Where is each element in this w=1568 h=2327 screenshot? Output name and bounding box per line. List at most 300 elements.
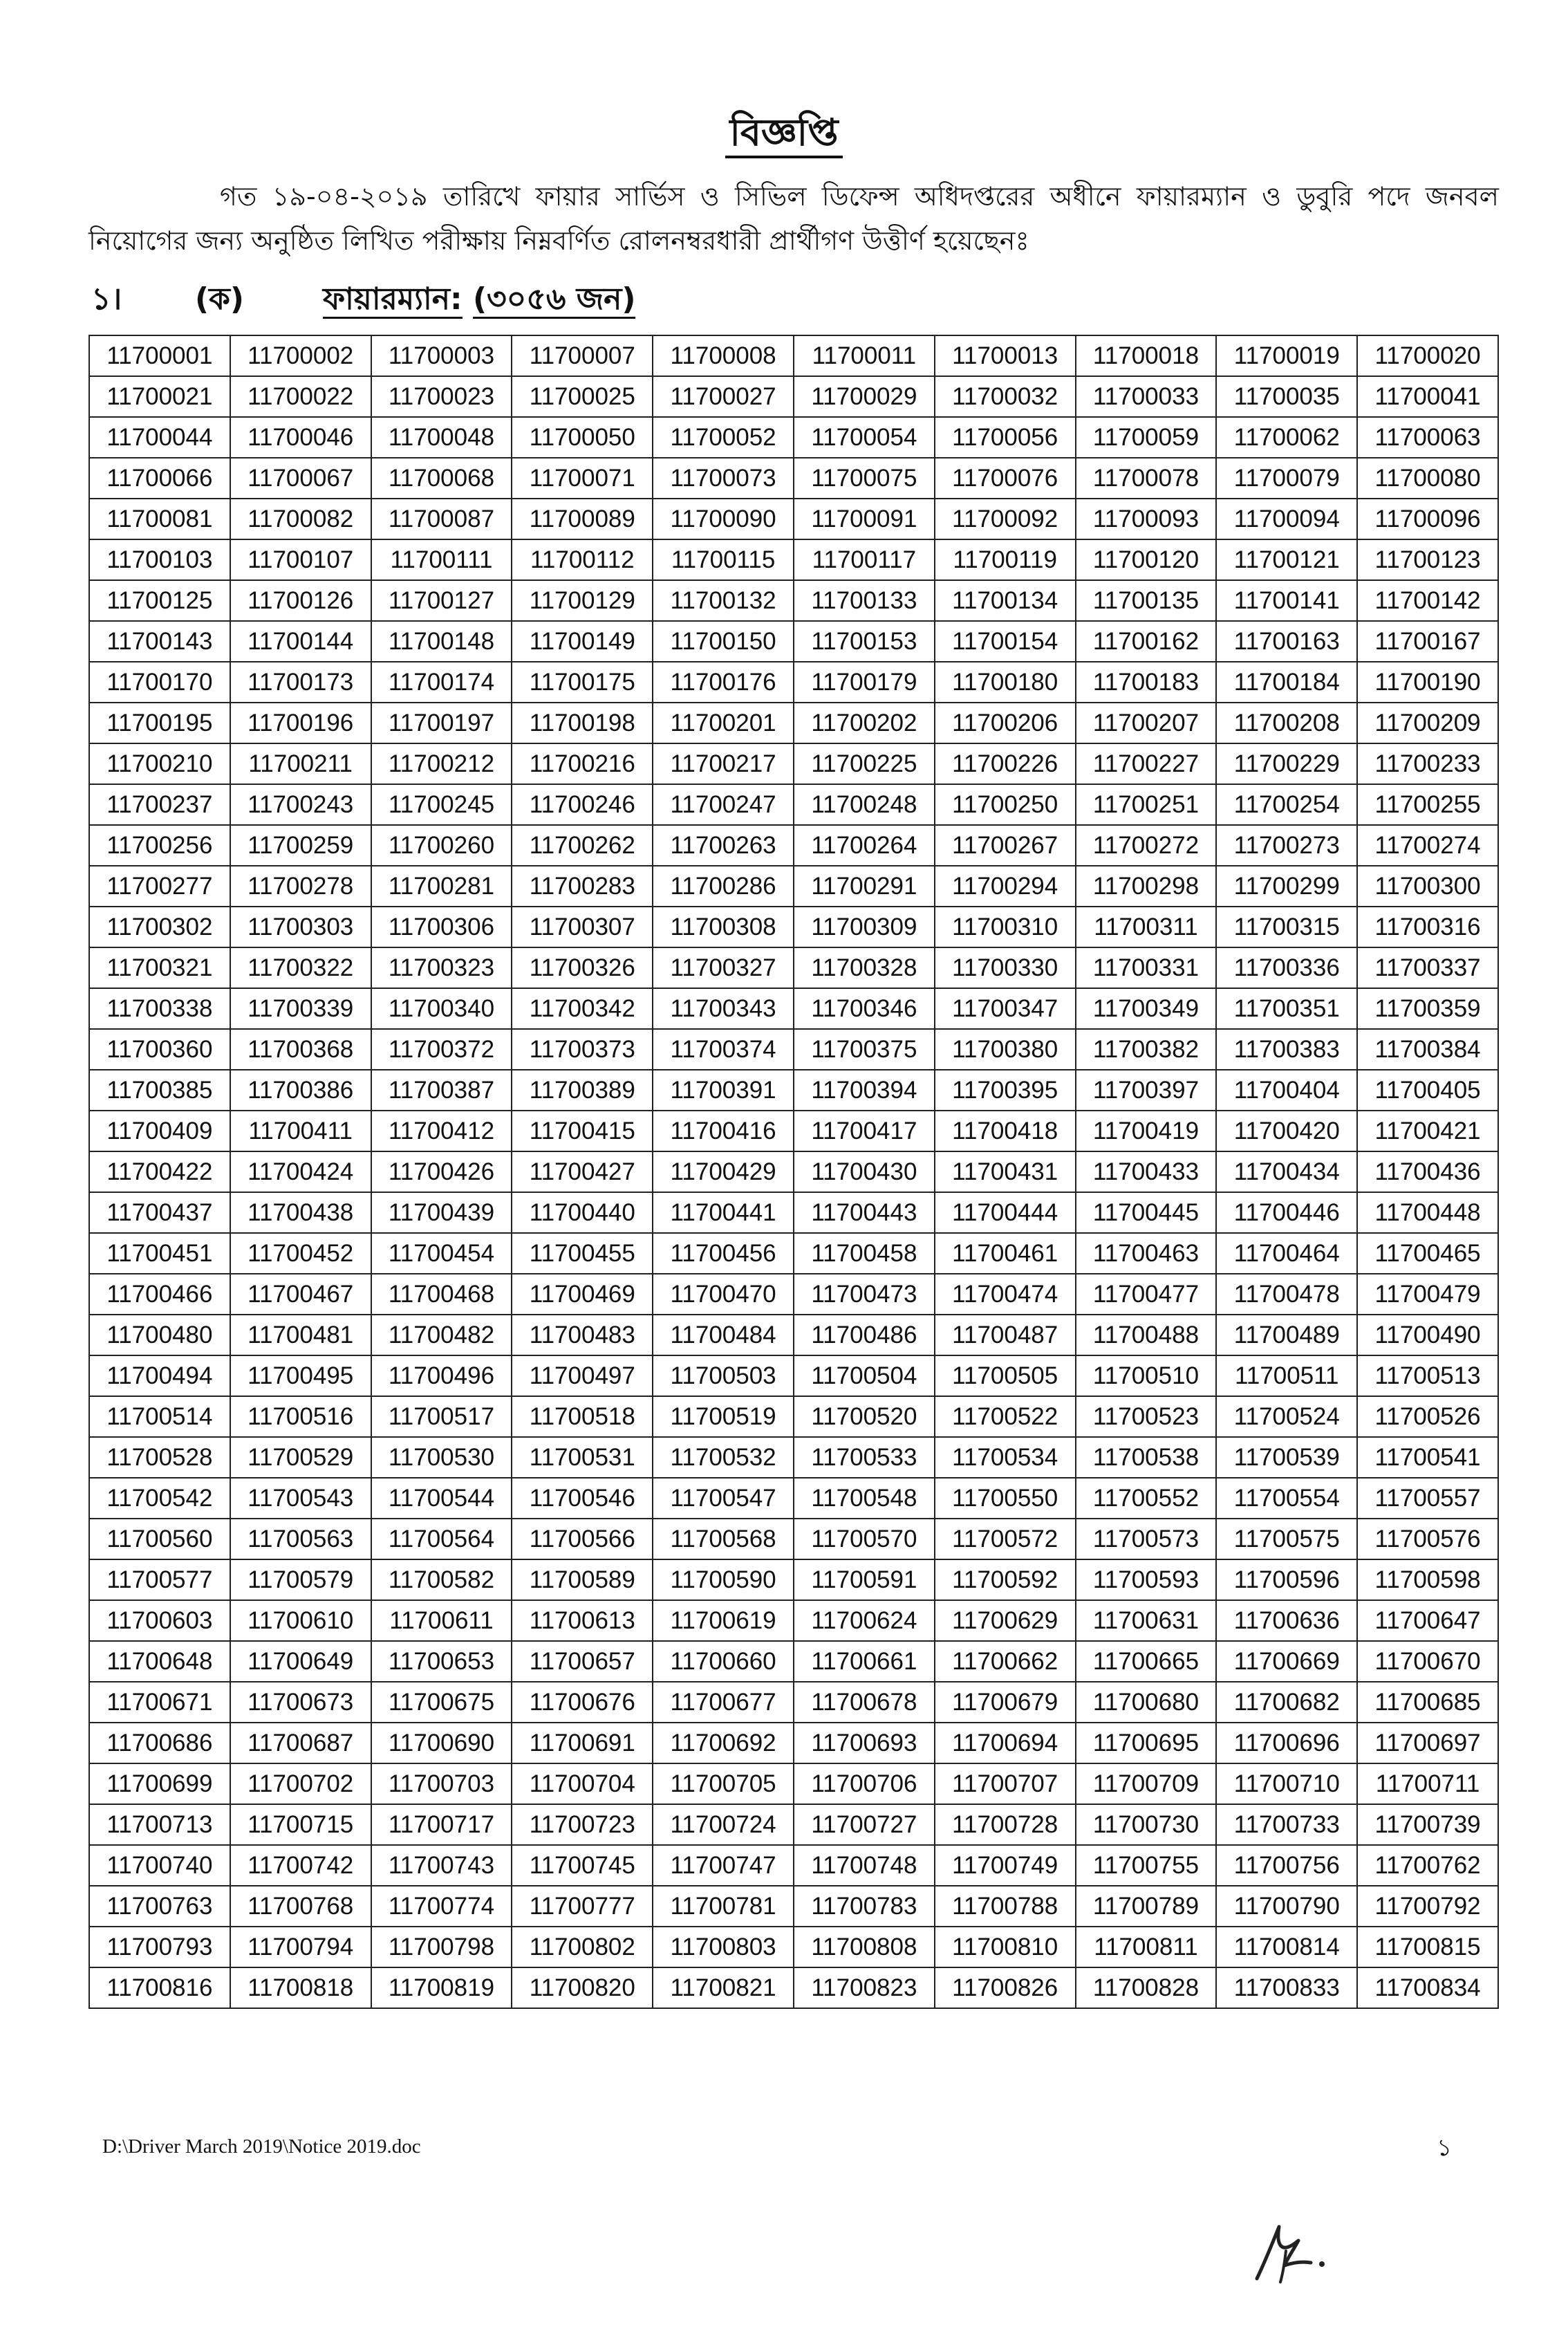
table-row [89,947,1498,988]
roll-number-cell: 11700309 [794,907,935,947]
roll-number-cell: 11700412 [371,1111,512,1151]
roll-number-cell: 11700568 [653,1519,794,1559]
roll-number-cell: 11700513 [1357,1355,1498,1396]
roll-number-cell: 11700653 [371,1641,512,1682]
roll-number-cell: 11700044 [89,417,230,458]
roll-number-cell: 11700430 [794,1151,935,1192]
table-row [89,825,1498,866]
roll-number-cell: 11700445 [1076,1192,1217,1233]
roll-number-cell: 11700135 [1076,580,1217,621]
roll-number-cell: 11700516 [230,1396,371,1437]
roll-number-cell: 11700695 [1076,1723,1217,1763]
roll-number-cell: 11700340 [371,988,512,1029]
roll-number-cell: 11700395 [935,1070,1076,1111]
roll-number-cell: 11700629 [935,1600,1076,1641]
roll-number-cell: 11700798 [371,1927,512,1967]
roll-number-cell: 11700546 [512,1478,653,1519]
roll-number-cell: 11700294 [935,866,1076,907]
roll-number-cell: 11700564 [371,1519,512,1559]
roll-number-cell: 11700755 [1076,1845,1217,1886]
table-row [89,1600,1498,1641]
roll-number-cell: 11700441 [653,1192,794,1233]
roll-number-cell: 11700154 [935,621,1076,662]
roll-number-cell: 11700331 [1076,947,1217,988]
roll-number-cell: 11700792 [1357,1886,1498,1927]
roll-number-cell: 11700702 [230,1763,371,1804]
roll-number-cell: 11700657 [512,1641,653,1682]
roll-number-cell: 11700201 [653,703,794,743]
roll-number-cell: 11700328 [794,947,935,988]
roll-number-cell: 11700429 [653,1151,794,1192]
roll-number-cell: 11700826 [935,1967,1076,2008]
roll-number-cell: 11700073 [653,458,794,499]
roll-number-cell: 11700229 [1216,743,1357,784]
roll-number-cell: 11700183 [1076,662,1217,703]
table-row [89,988,1498,1029]
table-row [89,866,1498,907]
roll-number-cell: 11700173 [230,662,371,703]
roll-number-cell: 11700610 [230,1600,371,1641]
roll-number-cell: 11700021 [89,376,230,417]
roll-number-cell: 11700023 [371,376,512,417]
roll-number-cell: 11700544 [371,1478,512,1519]
table-row [89,1804,1498,1845]
table-row [89,417,1498,458]
roll-number-cell: 11700740 [89,1845,230,1886]
roll-number-cell: 11700743 [371,1845,512,1886]
roll-number-cell: 11700811 [1076,1927,1217,1967]
roll-number-cell: 11700321 [89,947,230,988]
roll-number-cell: 11700426 [371,1151,512,1192]
roll-number-cell: 11700529 [230,1437,371,1478]
roll-number-cell: 11700808 [794,1927,935,1967]
roll-number-cell: 11700248 [794,784,935,825]
roll-number-cell: 11700763 [89,1886,230,1927]
roll-number-cell: 11700150 [653,621,794,662]
roll-number-cell: 11700727 [794,1804,935,1845]
roll-number-cell: 11700025 [512,376,653,417]
roll-number-cell: 11700815 [1357,1927,1498,1967]
roll-number-cell: 11700306 [371,907,512,947]
roll-number-cell: 11700389 [512,1070,653,1111]
roll-number-cell: 11700531 [512,1437,653,1478]
roll-number-cell: 11700129 [512,580,653,621]
roll-number-cell: 11700068 [371,458,512,499]
roll-number-cell: 11700745 [512,1845,653,1886]
roll-number-cell: 11700274 [1357,825,1498,866]
roll-number-cell: 11700680 [1076,1682,1217,1723]
roll-number-cell: 11700711 [1357,1763,1498,1804]
roll-number-cell: 11700649 [230,1641,371,1682]
roll-number-cell: 11700211 [230,743,371,784]
roll-number-cell: 11700003 [371,335,512,376]
roll-number-cell: 11700631 [1076,1600,1217,1641]
roll-number-cell: 11700263 [653,825,794,866]
roll-number-cell: 11700648 [89,1641,230,1682]
roll-number-cell: 11700323 [371,947,512,988]
roll-number-cell: 11700465 [1357,1233,1498,1274]
roll-number-cell: 11700675 [371,1682,512,1723]
roll-number-cell: 11700504 [794,1355,935,1396]
roll-number-cell: 11700613 [512,1600,653,1641]
roll-number-cell: 11700421 [1357,1111,1498,1151]
roll-number-cell: 11700816 [89,1967,230,2008]
roll-number-cell: 11700706 [794,1763,935,1804]
roll-number-cell: 11700448 [1357,1192,1498,1233]
roll-number-cell: 11700496 [371,1355,512,1396]
roll-number-cell: 11700330 [935,947,1076,988]
roll-number-cell: 11700598 [1357,1559,1498,1600]
roll-number-cell: 11700794 [230,1927,371,1967]
table-row [89,1641,1498,1682]
table-row [89,1845,1498,1886]
roll-number-cell: 11700281 [371,866,512,907]
roll-number-cell: 11700198 [512,703,653,743]
roll-number-cell: 11700342 [512,988,653,1029]
roll-number-cell: 11700777 [512,1886,653,1927]
roll-number-cell: 11700821 [653,1967,794,2008]
roll-number-cell: 11700133 [794,580,935,621]
roll-number-cell: 11700144 [230,621,371,662]
roll-number-cell: 11700225 [794,743,935,784]
roll-number-cell: 11700149 [512,621,653,662]
table-row [89,1396,1498,1437]
roll-number-cell: 11700479 [1357,1274,1498,1315]
roll-number-cell: 11700768 [230,1886,371,1927]
roll-number-cell: 11700226 [935,743,1076,784]
roll-number-cell: 11700490 [1357,1315,1498,1355]
table-row [89,1478,1498,1519]
roll-number-cell: 11700420 [1216,1111,1357,1151]
roll-number-cell: 11700810 [935,1927,1076,1967]
roll-number-cell: 11700802 [512,1927,653,1967]
roll-number-cell: 11700291 [794,866,935,907]
table-row [89,1437,1498,1478]
roll-number-cell: 11700417 [794,1111,935,1151]
roll-number-cell: 11700747 [653,1845,794,1886]
roll-number-cell: 11700227 [1076,743,1217,784]
roll-number-cell: 11700209 [1357,703,1498,743]
roll-number-cell: 11700686 [89,1723,230,1763]
table-row [89,1682,1498,1723]
roll-number-cell: 11700710 [1216,1763,1357,1804]
roll-number-cell: 11700552 [1076,1478,1217,1519]
signature-icon [1244,2213,1341,2292]
roll-number-cell: 11700087 [371,499,512,539]
roll-number-cell: 11700383 [1216,1029,1357,1070]
roll-number-cell: 11700035 [1216,376,1357,417]
table-row [89,1723,1498,1763]
table-row [89,580,1498,621]
table-row [89,1151,1498,1192]
roll-number-cell: 11700071 [512,458,653,499]
roll-number-cell: 11700310 [935,907,1076,947]
roll-number-cell: 11700179 [794,662,935,703]
roll-number-cell: 11700454 [371,1233,512,1274]
roll-number-cell: 11700676 [512,1682,653,1723]
roll-number-cell: 11700469 [512,1274,653,1315]
roll-number-cell: 11700678 [794,1682,935,1723]
roll-number-cell: 11700167 [1357,621,1498,662]
roll-number-cell: 11700180 [935,662,1076,703]
roll-number-cell: 11700570 [794,1519,935,1559]
roll-number-cell: 11700190 [1357,662,1498,703]
roll-number-cell: 11700582 [371,1559,512,1600]
roll-number-cell: 11700237 [89,784,230,825]
roll-number-cell: 11700210 [89,743,230,784]
roll-number-cell: 11700820 [512,1967,653,2008]
roll-number-cell: 11700692 [653,1723,794,1763]
roll-number-cell: 11700480 [89,1315,230,1355]
roll-number-cell: 11700575 [1216,1519,1357,1559]
roll-number-cell: 11700596 [1216,1559,1357,1600]
roll-number-cell: 11700427 [512,1151,653,1192]
roll-number-cell: 11700404 [1216,1070,1357,1111]
roll-number-cell: 11700484 [653,1315,794,1355]
roll-number-cell: 11700107 [230,539,371,580]
roll-number-cell: 11700495 [230,1355,371,1396]
roll-number-cell: 11700563 [230,1519,371,1559]
roll-number-cell: 11700091 [794,499,935,539]
roll-number-cell: 11700094 [1216,499,1357,539]
roll-number-cell: 11700176 [653,662,794,703]
table-row [89,1967,1498,2008]
roll-number-cell: 11700464 [1216,1233,1357,1274]
roll-number-cell: 11700115 [653,539,794,580]
roll-number-cell: 11700573 [1076,1519,1217,1559]
roll-number-cell: 11700589 [512,1559,653,1600]
roll-number-cell: 11700478 [1216,1274,1357,1315]
roll-number-cell: 11700141 [1216,580,1357,621]
roll-number-cell: 11700477 [1076,1274,1217,1315]
roll-number-cell: 11700022 [230,376,371,417]
roll-number-cell: 11700386 [230,1070,371,1111]
roll-number-cell: 11700488 [1076,1315,1217,1355]
roll-number-cell: 11700093 [1076,499,1217,539]
roll-number-cell: 11700728 [935,1804,1076,1845]
roll-number-cell: 11700742 [230,1845,371,1886]
roll-number-cell: 11700372 [371,1029,512,1070]
roll-number-cell: 11700473 [794,1274,935,1315]
roll-number-cell: 11700538 [1076,1437,1217,1478]
roll-number-cell: 11700033 [1076,376,1217,417]
roll-number-cell: 11700691 [512,1723,653,1763]
table-row [89,1274,1498,1315]
roll-number-cell: 11700373 [512,1029,653,1070]
roll-number-cell: 11700514 [89,1396,230,1437]
roll-number-cell: 11700748 [794,1845,935,1886]
roll-number-cell: 11700505 [935,1355,1076,1396]
table-row [89,458,1498,499]
roll-number-cell: 11700713 [89,1804,230,1845]
roll-number-cell: 11700418 [935,1111,1076,1151]
roll-number-cell: 11700557 [1357,1478,1498,1519]
roll-number-cell: 11700163 [1216,621,1357,662]
roll-number-cell: 11700148 [371,621,512,662]
roll-number-cell: 11700216 [512,743,653,784]
roll-number-cell: 11700444 [935,1192,1076,1233]
roll-number-cell: 11700685 [1357,1682,1498,1723]
roll-number-cell: 11700027 [653,376,794,417]
roll-number-cell: 11700419 [1076,1111,1217,1151]
roll-number-cell: 11700439 [371,1192,512,1233]
roll-number-cell: 11700434 [1216,1151,1357,1192]
roll-number-cell: 11700533 [794,1437,935,1478]
notice-title [0,104,1568,166]
roll-number-cell: 11700560 [89,1519,230,1559]
roll-number-cell: 11700207 [1076,703,1217,743]
roll-number-cell: 11700112 [512,539,653,580]
roll-number-cell: 11700046 [230,417,371,458]
section-post-name: ফায়ারম্যান: [323,281,463,319]
roll-number-cell: 11700699 [89,1763,230,1804]
roll-number-cell: 11700020 [1357,335,1498,376]
roll-number-cell: 11700078 [1076,458,1217,499]
roll-number-cell: 11700789 [1076,1886,1217,1927]
roll-number-cell: 11700566 [512,1519,653,1559]
roll-number-cell: 11700463 [1076,1233,1217,1274]
roll-number-cell: 11700554 [1216,1478,1357,1519]
roll-number-cell: 11700298 [1076,866,1217,907]
roll-number-cell: 11700089 [512,499,653,539]
roll-number-cell: 11700303 [230,907,371,947]
table-row [89,1192,1498,1233]
roll-number-cell: 11700828 [1076,1967,1217,2008]
roll-number-cell: 11700756 [1216,1845,1357,1886]
roll-number-cell: 11700092 [935,499,1076,539]
roll-number-cell: 11700603 [89,1600,230,1641]
roll-number-cell: 11700349 [1076,988,1217,1029]
roll-number-cell: 11700451 [89,1233,230,1274]
roll-number-cell: 11700143 [89,621,230,662]
roll-number-cell: 11700119 [935,539,1076,580]
roll-number-cell: 11700322 [230,947,371,988]
roll-number-cell: 11700436 [1357,1151,1498,1192]
roll-number-cell: 11700384 [1357,1029,1498,1070]
table-row [89,662,1498,703]
roll-number-cell: 11700468 [371,1274,512,1315]
roll-number-cell: 11700066 [89,458,230,499]
roll-number-cell: 11700212 [371,743,512,784]
roll-number-cell: 11700494 [89,1355,230,1396]
roll-number-cell: 11700704 [512,1763,653,1804]
roll-number-cell: 11700518 [512,1396,653,1437]
roll-number-cell: 11700452 [230,1233,371,1274]
roll-number-cell: 11700250 [935,784,1076,825]
roll-number-cell: 11700336 [1216,947,1357,988]
roll-number-cell: 11700487 [935,1315,1076,1355]
roll-number-cell: 11700197 [371,703,512,743]
roll-number-cell: 11700283 [512,866,653,907]
roll-number-cell: 11700002 [230,335,371,376]
roll-number-cell: 11700397 [1076,1070,1217,1111]
roll-number-cell: 11700315 [1216,907,1357,947]
roll-number-cell: 11700793 [89,1927,230,1967]
roll-number-cell: 11700162 [1076,621,1217,662]
roll-number-cell: 11700443 [794,1192,935,1233]
roll-number-cell: 11700359 [1357,988,1498,1029]
roll-number-cell: 11700255 [1357,784,1498,825]
table-row [89,907,1498,947]
table-row [89,1355,1498,1396]
roll-number-cell: 11700539 [1216,1437,1357,1478]
section-post [323,276,635,326]
roll-number-cell: 11700018 [1076,335,1217,376]
roll-number-cell: 11700123 [1357,539,1498,580]
table-row [89,499,1498,539]
roll-number-cell: 11700671 [89,1682,230,1723]
roll-number-cell: 11700111 [371,539,512,580]
roll-number-cell: 11700302 [89,907,230,947]
roll-number-cell: 11700316 [1357,907,1498,947]
roll-number-cell: 11700382 [1076,1029,1217,1070]
table-row [89,1519,1498,1559]
section-number: ১। [91,281,122,317]
roll-number-cell: 11700153 [794,621,935,662]
roll-number-cell: 11700056 [935,417,1076,458]
roll-number-cell: 11700693 [794,1723,935,1763]
roll-number-cell: 11700011 [794,335,935,376]
roll-number-cell: 11700724 [653,1804,794,1845]
roll-number-cell: 11700206 [935,703,1076,743]
roll-number-cell: 11700103 [89,539,230,580]
section-heading [91,277,635,325]
roll-number-cell: 11700208 [1216,703,1357,743]
roll-number-cell: 11700394 [794,1070,935,1111]
roll-number-cell: 11700368 [230,1029,371,1070]
roll-number-cell: 11700251 [1076,784,1217,825]
roll-number-cell: 11700343 [653,988,794,1029]
roll-number-cell: 11700125 [89,580,230,621]
roll-number-cell: 11700278 [230,866,371,907]
roll-number-cell: 11700673 [230,1682,371,1723]
roll-number-cell: 11700267 [935,825,1076,866]
roll-number-cell: 11700593 [1076,1559,1217,1600]
roll-number-cell: 11700762 [1357,1845,1498,1886]
roll-number-cell: 11700075 [794,458,935,499]
roll-number-cell: 11700834 [1357,1967,1498,2008]
roll-number-cell: 11700327 [653,947,794,988]
roll-number-cell: 11700532 [653,1437,794,1478]
roll-number-cell: 11700032 [935,376,1076,417]
table-row [89,621,1498,662]
roll-number-cell: 11700542 [89,1478,230,1519]
table-row [89,743,1498,784]
roll-number-cell: 11700456 [653,1233,794,1274]
roll-number-cell: 11700705 [653,1763,794,1804]
table-row [89,335,1498,376]
roll-number-cell: 11700458 [794,1233,935,1274]
roll-number-table [88,335,1499,2009]
roll-number-cell: 11700134 [935,580,1076,621]
roll-number-cell: 11700170 [89,662,230,703]
roll-number-cell: 11700543 [230,1478,371,1519]
roll-number-cell: 11700277 [89,866,230,907]
roll-number-cell: 11700300 [1357,866,1498,907]
roll-number-cell: 11700709 [1076,1763,1217,1804]
roll-number-cell: 11700730 [1076,1804,1217,1845]
roll-number-cell: 11700245 [371,784,512,825]
roll-number-cell: 11700670 [1357,1641,1498,1682]
roll-number-cell: 11700013 [935,335,1076,376]
roll-number-cell: 11700307 [512,907,653,947]
roll-number-cell: 11700679 [935,1682,1076,1723]
roll-number-cell: 11700474 [935,1274,1076,1315]
roll-number-cell: 11700422 [89,1151,230,1192]
roll-number-cell: 11700175 [512,662,653,703]
table-row [89,1763,1498,1804]
roll-number-cell: 11700665 [1076,1641,1217,1682]
